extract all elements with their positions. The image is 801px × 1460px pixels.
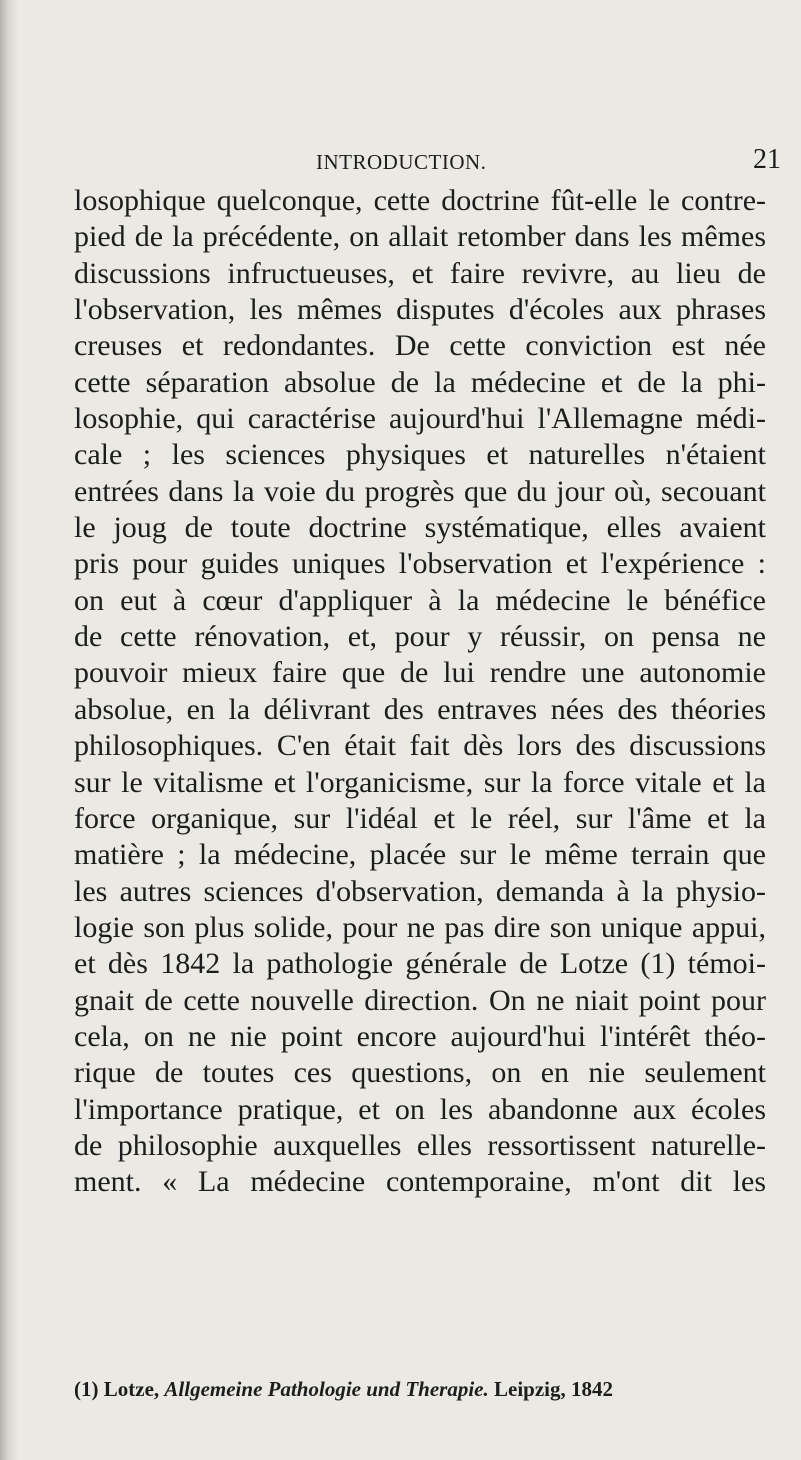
text-line: de philosophie auxquelles elles ressortissent naturelle-: [74, 1128, 766, 1162]
text-line: sur le vitalisme et l'organicisme, sur la force vitale et la: [74, 765, 766, 799]
text-line: gnait de cette nouvelle direction. On ne niait point pour: [74, 983, 766, 1017]
body-text: [74, 183, 766, 1201]
text-line: les autres sciences d'observation, demanda à la physio-: [74, 874, 766, 908]
text-line: on eut à cœur d'appliquer à la médecine le bénéfice: [74, 583, 766, 617]
footnote: [74, 1372, 766, 1406]
text-line: pouvoir mieux faire que de lui rendre une autonomie: [74, 656, 766, 690]
text-line: philosophiques. C'en était fait dès lors des discussions: [74, 729, 766, 763]
text-line: de cette rénovation, et, pour y réussir, on pensa ne: [74, 620, 766, 654]
text-line: ment. « La médecine contemporaine, m'ont dit les: [74, 1165, 766, 1199]
footnote-title: Allgemeine Pathologie und Therapie.: [164, 1377, 489, 1401]
text-line: l'importance pratique, et on les abandonne aux écoles: [74, 1092, 766, 1126]
text-line: cela, on ne nie point encore aujourd'hui l'intérêt théo-: [74, 1019, 766, 1053]
text-line: et dès 1842 la pathologie générale de Lotze (1) témoi-: [74, 947, 766, 981]
text-line: entrées dans la voie du progrès que du jour où, secouant: [74, 474, 766, 508]
footnote-author: Lotze,: [103, 1377, 160, 1401]
text-line: l'observation, les mêmes disputes d'écoles aux phrases: [74, 293, 766, 327]
text-line: matière ; la médecine, placée sur le même terrain que: [74, 838, 766, 872]
text-line: absolue, en la délivrant des entraves nées des théories: [74, 692, 766, 726]
running-head: [0, 142, 801, 182]
running-title: INTRODUCTION.: [316, 150, 487, 174]
text-line: losophie, qui caractérise aujourd'hui l'Allemagne médi-: [74, 402, 766, 436]
footnote-place-date: Leipzig, 1842: [494, 1377, 613, 1401]
text-line: force organique, sur l'idéal et le réel, sur l'âme et la: [74, 801, 766, 835]
text-line: le joug de toute doctrine systématique, elles avaient: [74, 511, 766, 545]
text-line: cale ; les sciences physiques et naturelles n'étaient: [74, 438, 766, 472]
footnote-marker: (1): [74, 1377, 99, 1401]
page-number: 21: [753, 144, 781, 175]
text-line: pris pour guides uniques l'observation et l'expérience :: [74, 547, 766, 581]
text-line: creuses et redondantes. De cette conviction est née: [74, 329, 766, 363]
text-line: rique de toutes ces questions, on en nie seulement: [74, 1056, 766, 1090]
text-line: losophique quelconque, cette doctrine fût-elle le contre-: [74, 184, 766, 217]
text-line: pied de la précédente, on allait retomber dans les mêmes: [74, 220, 766, 254]
text-line: cette séparation absolue de la médecine et de la phi-: [74, 365, 766, 399]
text-line: logie son plus solide, pour ne pas dire son unique appui,: [74, 910, 766, 944]
text-line: discussions infructueuses, et faire revivre, au lieu de: [74, 256, 766, 290]
page-edge-shadow: [0, 0, 18, 1460]
